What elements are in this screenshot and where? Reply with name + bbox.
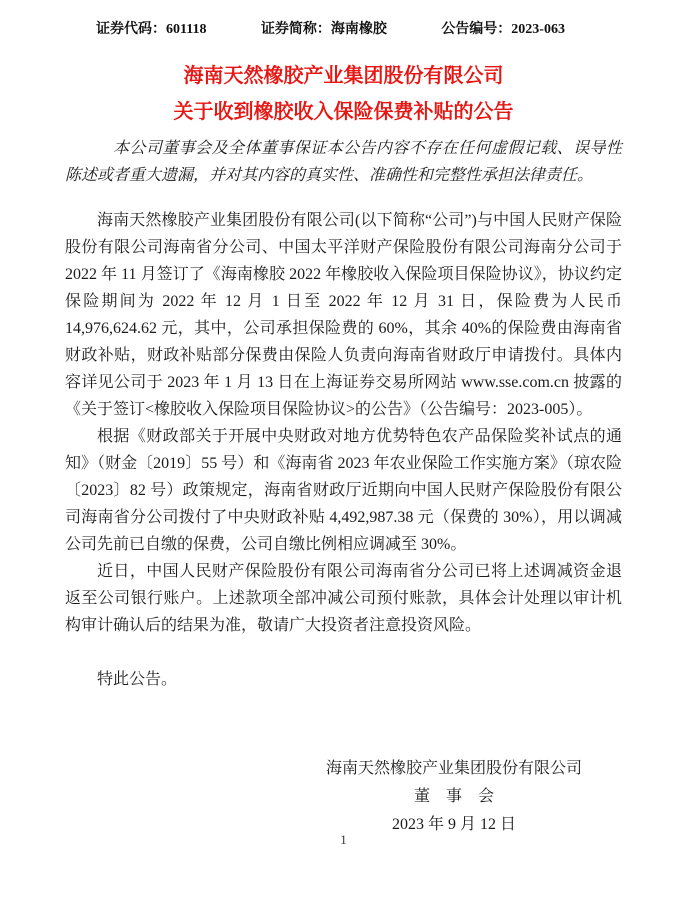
- signature-board: 董 事 会: [413, 788, 494, 805]
- closing-statement: 特此公告。: [97, 671, 178, 688]
- announcement-title: 关于收到橡胶收入保险保费补贴的公告: [173, 101, 514, 123]
- stock-code: 证券代码：601118: [96, 22, 207, 37]
- signature-date: 2023 年 9 月 12 日: [391, 816, 516, 833]
- body-paragraph-2: 根据《财政部关于开展中央财政对地方优势特色农产品保险奖补试点的通知》（财金〔2019〕55 号）和《海南省 2023 年农业保险工作实施方案》（琼农险〔2023〕82 号）政策规定，海南省财政厅近期向中国人民财产保险股份有限公司海南省分公司拨付了中央财政补贴 4,492,987.38 元（保费的 30%），用以调减公司先前已自缴的保费，公司自缴比例相应调减至 30%。: [65, 428, 622, 553]
- announcement-number: 公告编号：2023-063: [441, 22, 565, 37]
- body-paragraph-3: 近日，中国人民财产保险股份有限公司海南省分公司已将上述调减资金退返至公司银行账户。上述款项全部冲减公司预付账款，具体会计处理以审计机构审计确认后的结果为准，敬请广大投资者注意投资风险。: [65, 563, 622, 634]
- signature-block: [326, 755, 582, 839]
- document-header: [96, 20, 565, 39]
- company-title: 海南天然橡胶产业集团股份有限公司: [183, 65, 504, 87]
- body-paragraph-1: 海南天然橡胶产业集团股份有限公司(以下简称“公司”)与中国人民财产保险股份有限公司海南省分公司、中国太平洋财产保险股份有限公司海南分公司于 2022 年 11 月签订了《海南橡胶 2022 年橡胶收入保险项目保险协议》，协议约定保险期间为 2022 年 12 月 1 日至 2022 年 12 月 31 日，保险费为人民币 14,976,624.62 元，其中，公司承担保险费的 60%，其余 40%的保险费由海南省财政补贴，财政补贴部分保费由保险人负责向海南省财政厅申请拨付。具体内容详见公司于 2023 年 1 月 13 日在上海证券交易所网站 www.sse.com.cn 披露的《关于签订<橡胶收入保险项目保险协议>的公告》（公告编号：2023-005）。: [65, 212, 622, 418]
- stock-name: 证券简称：海南橡胶: [260, 22, 387, 37]
- board-disclaimer: 本公司董事会及全体董事保证本公告内容不存在任何虚假记载、误导性陈述或者重大遗漏，并对其内容的真实性、准确性和完整性承担法律责任。: [65, 140, 622, 184]
- signature-company: 海南天然橡胶产业集团股份有限公司: [325, 760, 582, 777]
- page-number: 1: [340, 832, 347, 847]
